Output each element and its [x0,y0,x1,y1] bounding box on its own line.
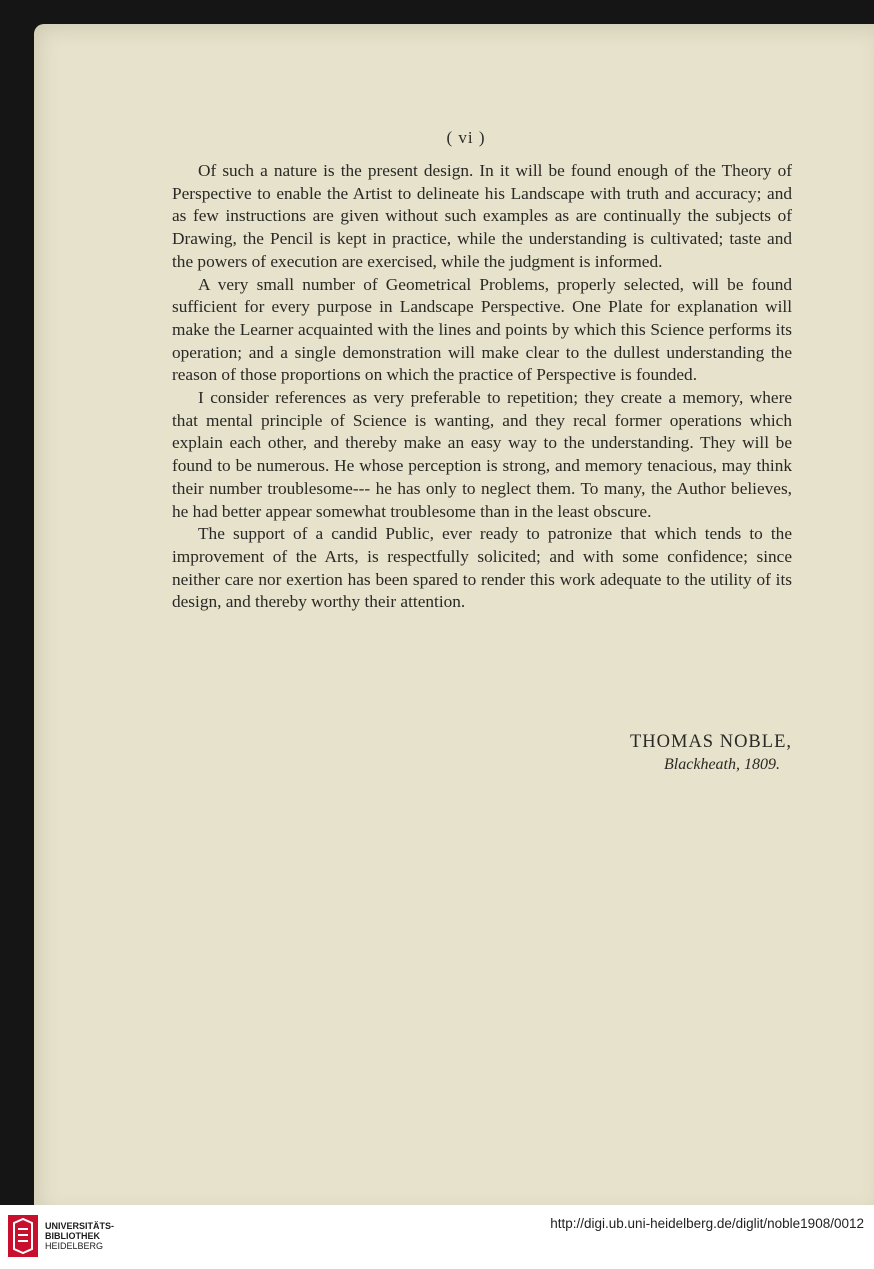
signature-name: THOMAS NOBLE, [629,732,792,752]
paragraph-2: A very small number of Geometrical Problems, properly selected, will be found sufficient for every purpose in Landscape Perspective. One Plate for explanation will make the Learner acquainted with the lines and points by which this Science performs its operation; and a single demonstration will make clear to the dullest understanding the reason of those proportions on which the practice of Perspective is founded. [172,274,792,385]
paragraph-4: The support of a candid Public, ever ready to patronize that which tends to the improvement of the Arts, is respectfully solicited; and with some confidence; since neither care nor exertion has been spared to render this work adequate to the utility of its design, and thereby worthy their attention. [172,524,792,612]
logo-line-3: HEIDELBERG [45,1241,104,1251]
library-logo[interactable] [8,1215,114,1257]
university-library-logo-icon [8,1215,38,1257]
body-text [172,160,792,614]
paragraph-3: I consider references as very preferable to repetition; they create a memory, where that mental principle of Science is wanting, and they recal former operations which explain each other, and thereby make an easy way to the understanding. They will be found to be numerous. He whose perception is strong, and memory tenacious, may think their number troublesome--- he has only to neglect them. To many, the Author believes, he had better appear somewhat troublesome than in the least obscure. [172,388,792,521]
page-number: ( vi ) [446,128,486,147]
paragraph-1: Of such a nature is the present design. In it will be found enough of the Theory of Perspective to enable the Artist to delineate his Landscape with truth and accuracy; and as few instructions are given without such examples as are continually the subjects of Drawing, the Pencil is kept in practice, while the understanding is cultivated; taste and the powers of execution are exercised, while the judgment is informed. [172,161,792,271]
footer-bar [0,1205,874,1269]
signature-place-date: Blackheath, 1809. [664,756,780,773]
library-logo-text [45,1221,114,1251]
signature [460,730,792,776]
source-url[interactable]: http://digi.ub.uni-heidelberg.de/diglit/noble1908/0012 [550,1216,864,1231]
logo-line-2: BIBLIOTHEK [45,1231,100,1241]
logo-line-1: UNIVERSITÄTS- [45,1221,115,1231]
